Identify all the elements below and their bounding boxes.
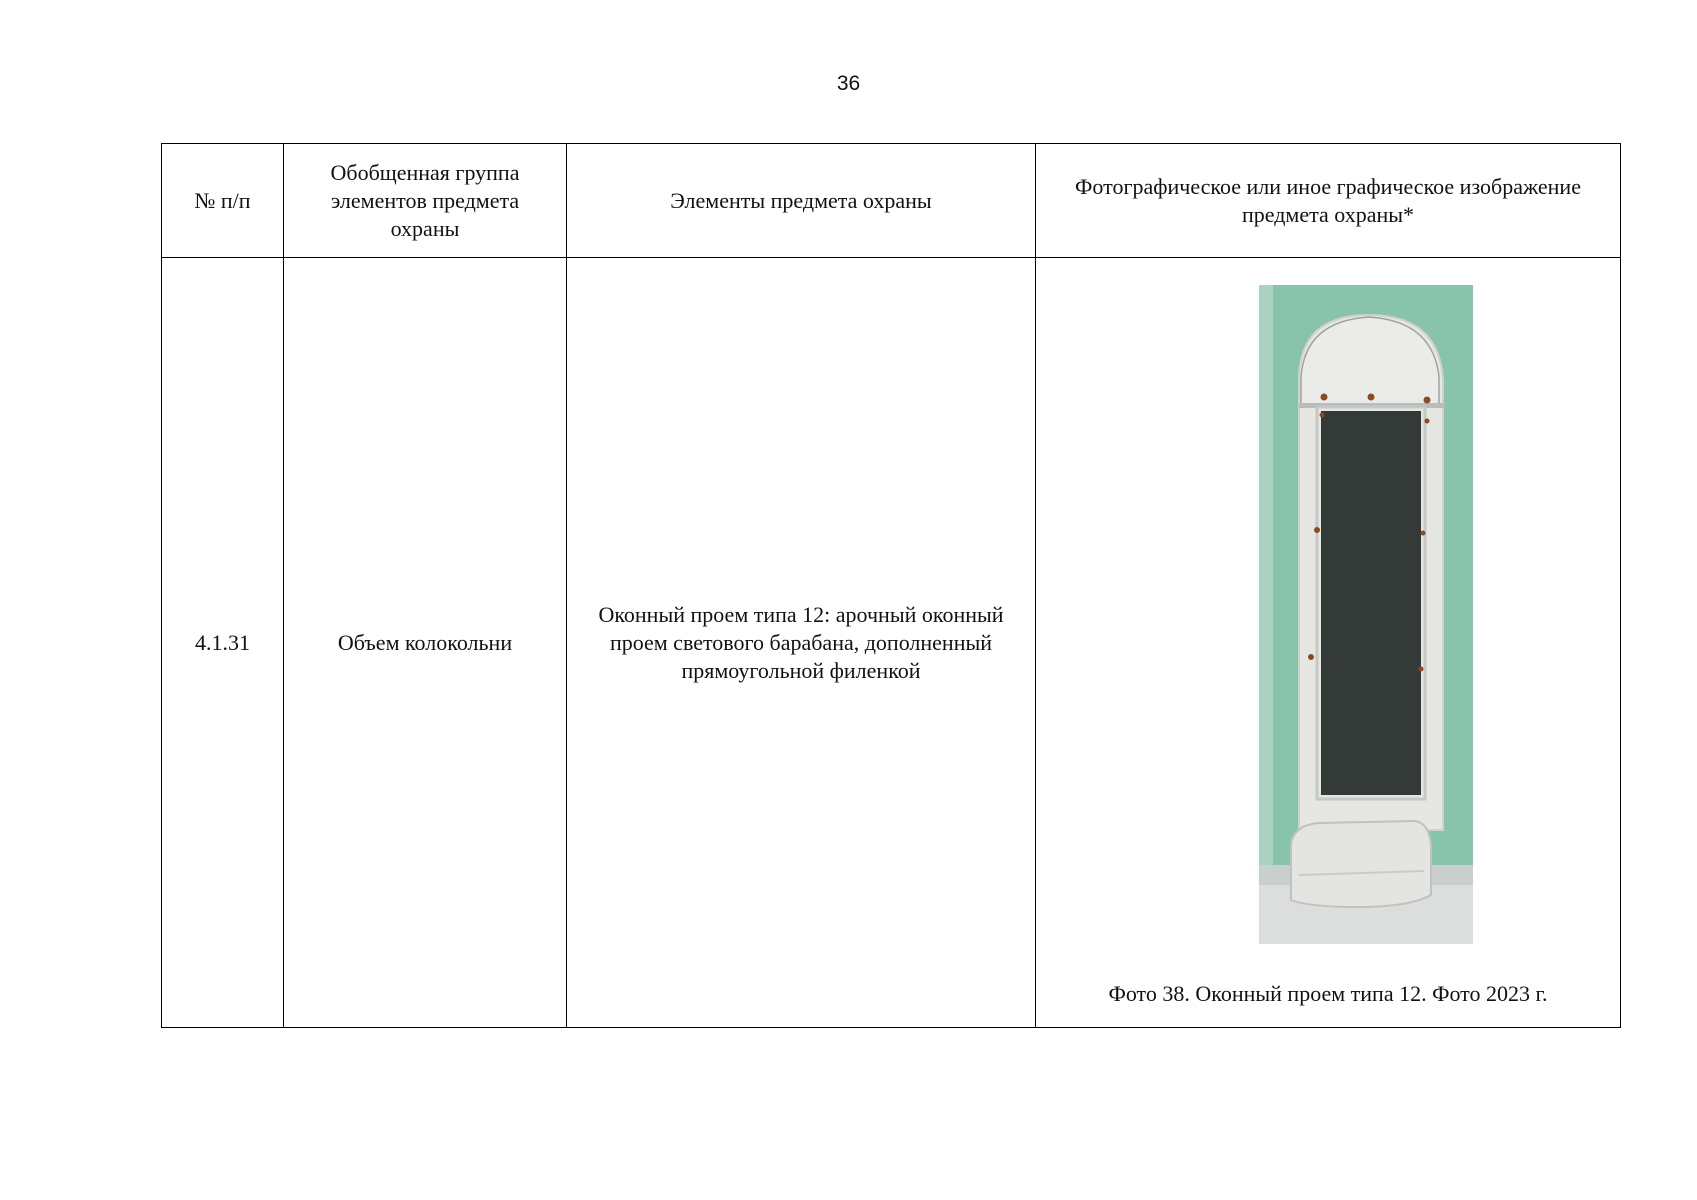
- window-photo: [1259, 285, 1473, 944]
- page-number: 36: [836, 72, 861, 95]
- protection-table: [161, 143, 1621, 1028]
- row-photo-cell: [1036, 258, 1621, 1028]
- header-elements: Элементы предмета охраны: [567, 144, 1036, 258]
- header-group: Обобщенная группа элементов предмета охраны: [284, 144, 567, 258]
- row-num: 4.1.31: [162, 258, 284, 1028]
- header-row: [162, 144, 1621, 258]
- header-num: № п/п: [162, 144, 284, 258]
- photo-caption: Фото 38. Оконный проем типа 12. Фото 2023 г.: [1108, 981, 1548, 1006]
- row-elements: Оконный проем типа 12: арочный оконный проем светового барабана, дополненный прямоугольной филенкой: [567, 258, 1036, 1028]
- row-group: Объем колокольни: [284, 258, 567, 1028]
- table-row: [162, 258, 1621, 1028]
- header-image: Фотографическое или иное графическое изображение предмета охраны*: [1036, 144, 1621, 258]
- window-photo-image: [1259, 285, 1473, 944]
